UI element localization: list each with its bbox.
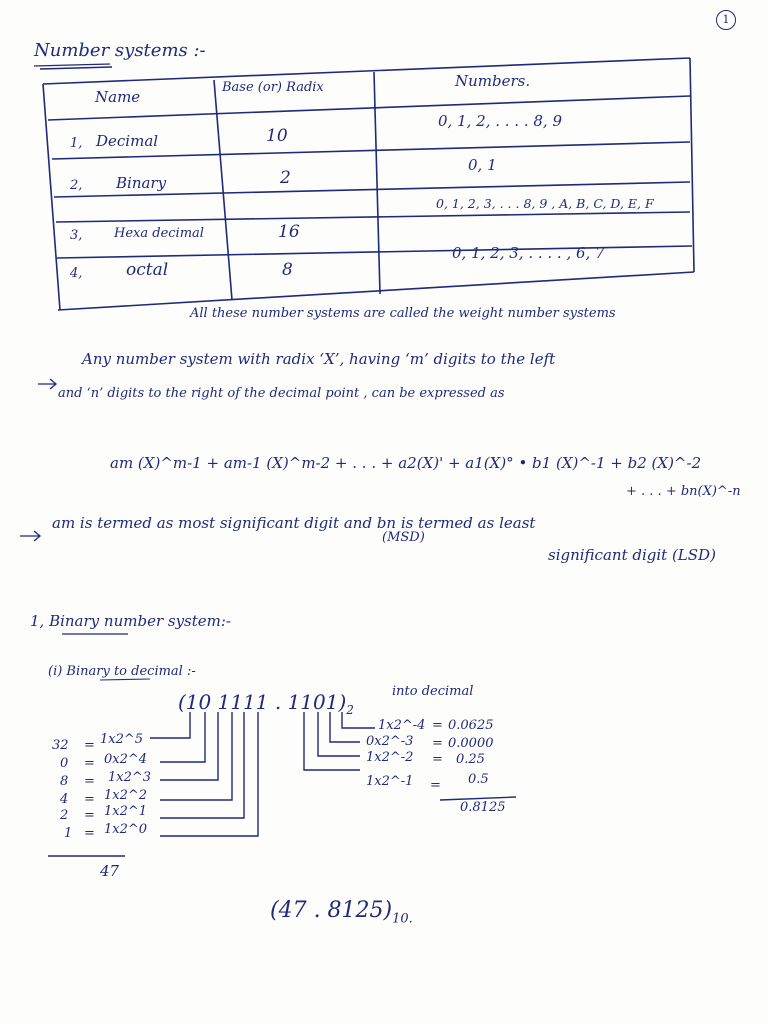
term-value: 2	[60, 808, 69, 823]
row-base: 16	[278, 222, 300, 242]
formula-continuation: + . . . + bn(X)^-n	[626, 484, 741, 499]
row-base: 8	[282, 260, 293, 280]
conversion-note: into decimal	[392, 684, 474, 699]
row-base: 2	[280, 168, 291, 188]
term-value: 0.5	[468, 772, 489, 787]
term-expr: 1x2^3	[108, 770, 152, 785]
subsection-title: (i) Binary to decimal :-	[48, 664, 196, 679]
fraction-total: 0.8125	[460, 800, 506, 815]
term-expr: 1x2^-1	[366, 774, 414, 789]
msd-abbreviation: (MSD)	[382, 530, 425, 545]
row-base: 10	[266, 126, 288, 146]
term-value: 0.0000	[448, 736, 494, 751]
binary-base-subscript: 2	[346, 703, 354, 717]
term-value: 8	[60, 774, 69, 789]
term-expr: 1x2^0	[104, 822, 148, 837]
term-expr: 0x2^4	[104, 752, 148, 767]
term-value: 1	[64, 826, 73, 841]
table-header-name: Name	[95, 88, 141, 106]
row-numbers: 0, 1, 2, 3, . . . . , 6, 7	[452, 244, 605, 262]
term-value: 0.0625	[448, 718, 494, 733]
term-expr: 1x2^-2	[366, 750, 414, 765]
row-index: 3,	[70, 228, 83, 243]
page-title: Number systems :-	[34, 40, 206, 61]
paragraph-line: Any number system with radix ‘X’, having ‘m’ digits to the left	[82, 350, 556, 368]
row-index: 1,	[70, 136, 83, 151]
final-result-base: 10.	[392, 911, 413, 927]
msd-sentence: am is termed as most significant digit and bn is termed as least	[52, 514, 536, 532]
formula-line: am (X)^m-1 + am-1 (X)^m-2 + . . . + a2(X)' + a1(X)° • b1 (X)^-1 + b2 (X)^-2	[110, 454, 702, 472]
term-expr: 0x2^-3	[366, 734, 414, 749]
page-number: 1	[716, 10, 736, 30]
term-value: 4	[60, 792, 69, 807]
table-header-numbers: Numbers.	[455, 72, 531, 90]
term-expr: 1x2^5	[100, 732, 144, 747]
row-index: 2,	[70, 178, 83, 193]
term-equals: =	[84, 792, 95, 807]
term-equals: =	[432, 736, 443, 751]
row-name: octal	[126, 260, 169, 280]
final-result	[270, 898, 413, 926]
term-equals: =	[84, 738, 95, 753]
row-name: Decimal	[96, 132, 159, 150]
term-expr: 1x2^-4	[378, 718, 426, 733]
row-name: Binary	[116, 174, 167, 192]
table-header-base: Base (or) Radix	[222, 80, 324, 95]
term-equals: =	[84, 774, 95, 789]
section-title: 1, Binary number system:-	[30, 612, 231, 630]
row-numbers: 0, 1	[468, 156, 497, 174]
row-name: Hexa decimal	[114, 226, 204, 241]
term-equals: =	[432, 718, 443, 733]
lsd-sentence: significant digit (LSD)	[548, 546, 716, 564]
row-index: 4,	[70, 266, 83, 281]
term-equals: =	[430, 778, 441, 793]
term-expr: 1x2^1	[104, 804, 148, 819]
binary-expression	[178, 690, 354, 717]
term-value: 0.25	[456, 752, 485, 767]
row-numbers: 0, 1, 2, . . . . 8, 9	[438, 112, 563, 130]
final-result-value: (47 . 8125)	[270, 898, 393, 923]
term-equals: =	[84, 826, 95, 841]
term-value: 32	[52, 738, 69, 753]
row-numbers: 0, 1, 2, 3, . . . 8, 9 , A, B, C, D, E, F	[436, 196, 654, 211]
term-equals: =	[432, 752, 443, 767]
paragraph-line: and ‘n’ digits to the right of the decimal point , can be expressed as	[58, 386, 505, 401]
weight-note: All these number systems are called the weight number systems	[190, 306, 616, 321]
term-expr: 1x2^2	[104, 788, 148, 803]
term-value: 0	[60, 756, 69, 771]
term-equals: =	[84, 756, 95, 771]
term-equals: =	[84, 808, 95, 823]
integer-total: 47	[100, 862, 120, 880]
binary-expression-text: (10 1111 . 1101)	[178, 690, 347, 714]
